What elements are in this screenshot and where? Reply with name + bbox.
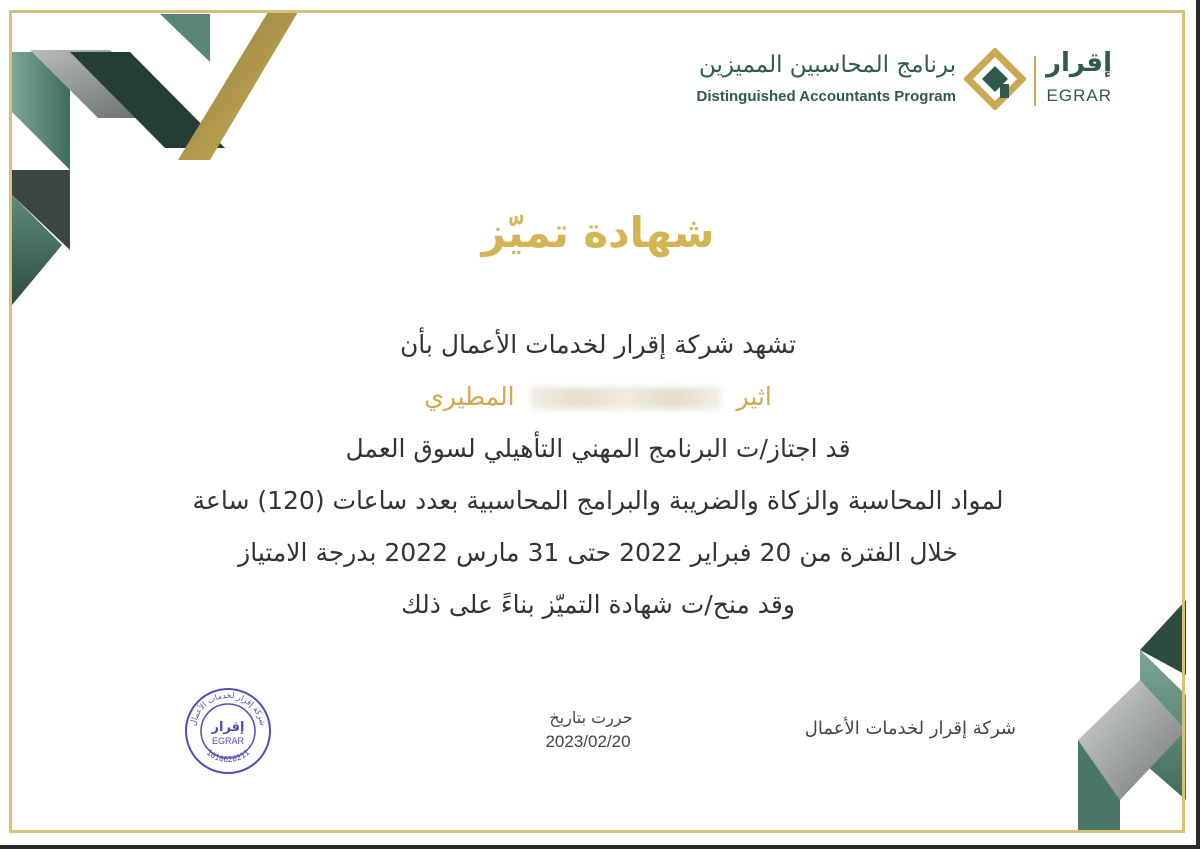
stamp-ring-text: شركة إقرار لخدمات الأعمال bbox=[188, 690, 268, 727]
period-line: خلال الفترة من 20 فبراير 2022 حتى 31 مارس 2022 بدرجة الامتياز bbox=[238, 538, 958, 567]
stamp-brand-english: EGRAR bbox=[211, 736, 245, 746]
issue-date-label: حررت بتاريخ bbox=[549, 708, 633, 727]
recipient-name bbox=[0, 382, 1196, 411]
recipient-last-name: المطيري bbox=[424, 382, 515, 411]
program-logo bbox=[696, 48, 1156, 118]
program-name-english: Distinguished Accountants Program bbox=[696, 88, 956, 105]
stamp-cr-number: 1010628211 bbox=[204, 747, 252, 765]
company-stamp bbox=[183, 686, 273, 776]
issue-date-value: 2023/02/20 bbox=[545, 732, 631, 751]
redacted-middle-name bbox=[531, 387, 721, 409]
stamp-brand-arabic: إقرار bbox=[211, 720, 245, 735]
intro-line: تشهد شركة إقرار لخدمات الأعمال بأن bbox=[399, 330, 797, 359]
program-name-arabic: برنامج المحاسبين المميزين bbox=[698, 52, 956, 78]
recipient-first-name: اثير bbox=[736, 382, 772, 411]
egrar-logo-mark-icon bbox=[964, 48, 1026, 110]
subjects-line: لمواد المحاسبة والزكاة والضريبة والبرامج المحاسبية بعدد ساعات (120) ساعة bbox=[192, 486, 1004, 515]
certificate-title: شهادة تميّز bbox=[481, 208, 715, 257]
issuer-company: شركة إقرار لخدمات الأعمال bbox=[804, 718, 1016, 739]
brand-name-english: EGRAR bbox=[1046, 86, 1112, 105]
passed-line: قد اجتاز/ت البرنامج المهني التأهيلي لسوق العمل bbox=[345, 434, 851, 463]
granted-line: وقد منح/ت شهادة التميّز بناءً على ذلك bbox=[401, 590, 795, 619]
svg-text:1010628211 bbox=[205, 748, 252, 764]
brand-name-arabic: إقرار bbox=[1046, 48, 1112, 78]
logo-divider bbox=[1034, 56, 1036, 106]
